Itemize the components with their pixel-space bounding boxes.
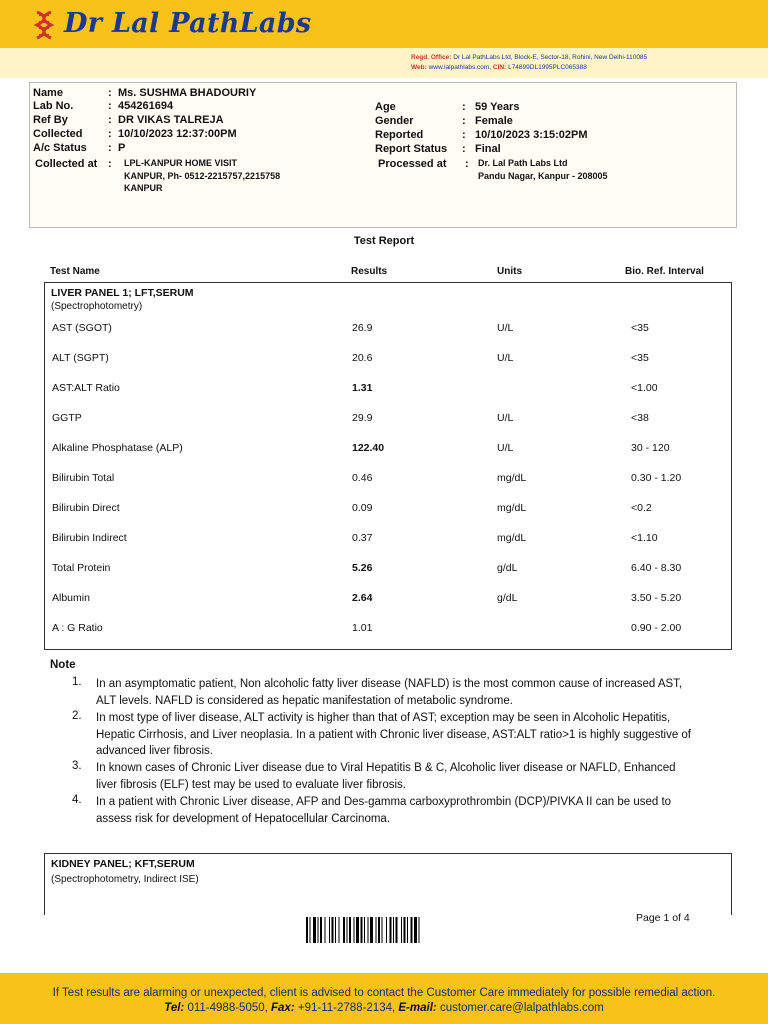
colon: : — [108, 128, 112, 140]
patient-name: Ms. SUSHMA BHADOURIY — [118, 87, 257, 99]
unit-cell: g/dL — [497, 562, 518, 574]
unit-cell: U/L — [497, 322, 514, 334]
unit-cell: mg/dL — [497, 532, 527, 544]
kidney-panel-title: KIDNEY PANEL; KFT,SERUM — [51, 858, 195, 870]
result-cell: 29.9 — [352, 412, 373, 424]
note-number: 4. — [72, 794, 82, 806]
col-units: Units — [497, 266, 522, 277]
result-cell: 0.37 — [352, 532, 373, 544]
ref-interval-cell: 0.90 - 2.00 — [631, 622, 682, 634]
test-name-cell: GGTP — [52, 412, 82, 424]
unit-cell: mg/dL — [497, 472, 527, 484]
unit-cell: g/dL — [497, 592, 518, 604]
result-cell: 26.9 — [352, 322, 373, 334]
fax-label: Fax: — [271, 1002, 295, 1014]
result-cell: 1.01 — [352, 622, 373, 634]
col-bio-ref: Bio. Ref. Interval — [625, 266, 704, 277]
colon: : — [465, 158, 469, 170]
subheader-band — [0, 48, 768, 78]
ref-interval-cell: <38 — [631, 412, 649, 424]
kidney-panel-method: (Spectrophotometry, Indirect ISE) — [51, 874, 199, 885]
result-cell: 20.6 — [352, 352, 373, 364]
processed-at-label: Processed at — [378, 158, 447, 170]
colon: : — [462, 143, 466, 155]
test-name-cell: AST:ALT Ratio — [52, 382, 120, 394]
liver-panel-title: LIVER PANEL 1; LFT,SERUM — [51, 287, 194, 299]
report-status-label: Report Status — [375, 143, 448, 155]
barcode-image — [306, 917, 468, 943]
processed-at-line2: Pandu Nagar, Kanpur - 208005 — [478, 171, 608, 181]
note-text: In an asymptomatic patient, Non alcoholic fatty liver disease (NAFLD) is the most common cause of increased AST, ALT levels. NAFLD is considered as hepatic manifestation of metabolic syndrome. — [96, 678, 683, 707]
unit-cell: U/L — [497, 412, 514, 424]
name-label: Name — [33, 87, 63, 99]
registered-office-info — [411, 53, 647, 73]
reported-value: 10/10/2023 3:15:02PM — [475, 129, 588, 141]
lab-no-value: 454261694 — [118, 100, 174, 112]
test-name-cell: Alkaline Phosphatase (ALP) — [52, 442, 183, 454]
dna-logo-icon — [33, 10, 55, 40]
collected-label: Collected — [33, 128, 83, 140]
ref-interval-cell: <1.00 — [631, 382, 658, 394]
result-cell: 0.46 — [352, 472, 373, 484]
age-value: 59 Years — [475, 101, 520, 113]
email-value: customer.care@lalpathlabs.com — [439, 1002, 604, 1014]
ref-interval-cell: <1.10 — [631, 532, 658, 544]
fax-value: +91-11-2788-2134, — [297, 1002, 396, 1014]
unit-cell: mg/dL — [497, 502, 527, 514]
unit-cell: U/L — [497, 442, 514, 454]
gender-value: Female — [475, 115, 513, 127]
colon: : — [108, 100, 112, 112]
unit-cell: U/L — [497, 352, 514, 364]
result-cell: 0.09 — [352, 502, 373, 514]
test-name-cell: Albumin — [52, 592, 90, 604]
col-results: Results — [351, 266, 388, 277]
collected-at-line1: LPL-KANPUR HOME VISIT — [124, 158, 238, 168]
colon: : — [108, 114, 112, 126]
colon: : — [108, 158, 112, 170]
test-name-cell: Bilirubin Direct — [52, 502, 120, 514]
report-title: Test Report — [353, 235, 415, 247]
result-cell: 1.31 — [352, 382, 373, 394]
ref-by-value: DR VIKAS TALREJA — [118, 114, 224, 126]
ref-interval-cell: <0.2 — [631, 502, 652, 514]
note-text: In a patient with Chronic Liver disease, AFP and Des-gamma carboxyprothrombin (DCP)/PIVKA II can be used to assess risk for development of Hepatocellular Carcinoma. — [96, 796, 672, 825]
ref-interval-cell: <35 — [631, 352, 649, 364]
collected-at-line2: KANPUR, Ph- 0512-2215757,2215758 — [124, 171, 281, 181]
ref-interval-cell: 30 - 120 — [631, 442, 670, 454]
regd-label: Regd. Office: — [411, 54, 452, 61]
gender-label: Gender — [375, 115, 414, 127]
result-cell: 5.26 — [352, 562, 373, 574]
test-name-cell: Total Protein — [52, 562, 111, 574]
ref-interval-cell: <35 — [631, 322, 649, 334]
tel-value: 011-4988-5050, — [187, 1002, 268, 1014]
ref-by-label: Ref By — [33, 114, 68, 126]
ac-status-value: P — [118, 142, 126, 154]
cin-label: CIN: — [492, 64, 507, 71]
colon: : — [462, 129, 466, 141]
col-test-name: Test Name — [50, 266, 100, 277]
liver-panel-method: (Spectrophotometry) — [51, 301, 143, 312]
tel-label: Tel: — [164, 1002, 185, 1014]
footer-advisory: If Test results are alarming or unexpected, client is advised to contact the Customer Care immediately for possible remedial action. — [52, 987, 716, 999]
test-name-cell: A : G Ratio — [52, 622, 103, 634]
note-number: 2. — [72, 710, 82, 722]
result-cell: 122.40 — [352, 442, 385, 454]
note-number: 1. — [72, 676, 82, 688]
note-number: 3. — [72, 760, 82, 772]
test-name-cell: ALT (SGPT) — [52, 352, 109, 364]
colon: : — [462, 115, 466, 127]
ref-interval-cell: 6.40 - 8.30 — [631, 562, 682, 574]
email-label: E-mail: — [398, 1002, 437, 1014]
header-bar — [0, 0, 768, 48]
report-status-value: Final — [475, 143, 501, 155]
collected-at-label: Collected at — [35, 158, 98, 170]
regd-address: Dr Lal PathLabs Ltd, Block-E, Sector-18, Rohini, New Delhi-110085 — [453, 54, 648, 61]
brand-logo-text: Dr Lal PathLabs — [64, 8, 312, 39]
web-url: www.lalpathlabs.com, — [428, 64, 492, 71]
test-name-cell: AST (SGOT) — [52, 322, 112, 334]
test-name-cell: Bilirubin Total — [52, 472, 115, 484]
colon: : — [108, 87, 112, 99]
collected-value: 10/10/2023 12:37:00PM — [118, 128, 237, 140]
ac-status-label: A/c Status — [33, 142, 87, 154]
reported-label: Reported — [375, 129, 424, 141]
page-number: Page 1 of 4 — [636, 912, 690, 924]
footer-contacts — [0, 1002, 768, 1014]
result-cell: 2.64 — [352, 592, 373, 604]
note-text: In known cases of Chronic Liver disease due to Viral Hepatitis B & C, Alcoholic liver disease or NAFLD, Enhanced liver fibrosis (ELF) test may be used to evaluate liver fibrosis. — [96, 762, 676, 791]
cin-number: L74899DL1995PLC065388 — [508, 64, 587, 71]
processed-at-line1: Dr. Lal Path Labs Ltd — [478, 158, 568, 168]
ref-interval-cell: 0.30 - 1.20 — [631, 472, 682, 484]
colon: : — [108, 142, 112, 154]
note-heading: Note — [50, 659, 76, 671]
colon: : — [462, 101, 466, 113]
collected-at-line3: KANPUR — [124, 183, 163, 193]
lab-no-label: Lab No. — [33, 100, 74, 112]
test-name-cell: Bilirubin Indirect — [52, 532, 127, 544]
liver-panel-box — [44, 282, 732, 650]
web-label: Web: — [411, 64, 427, 71]
ref-interval-cell: 3.50 - 5.20 — [631, 592, 682, 604]
age-label: Age — [375, 101, 396, 113]
note-text: In most type of liver disease, ALT activity is higher than that of AST; exception may be seen in Alcoholic Hepatitis, Hepatic Cirrhosis, and Liver neoplasia. In a patient with Chronic liver disease, AST:ALT ratio>1 is highly suggestive of advanced liver fibrosis. — [96, 712, 692, 757]
